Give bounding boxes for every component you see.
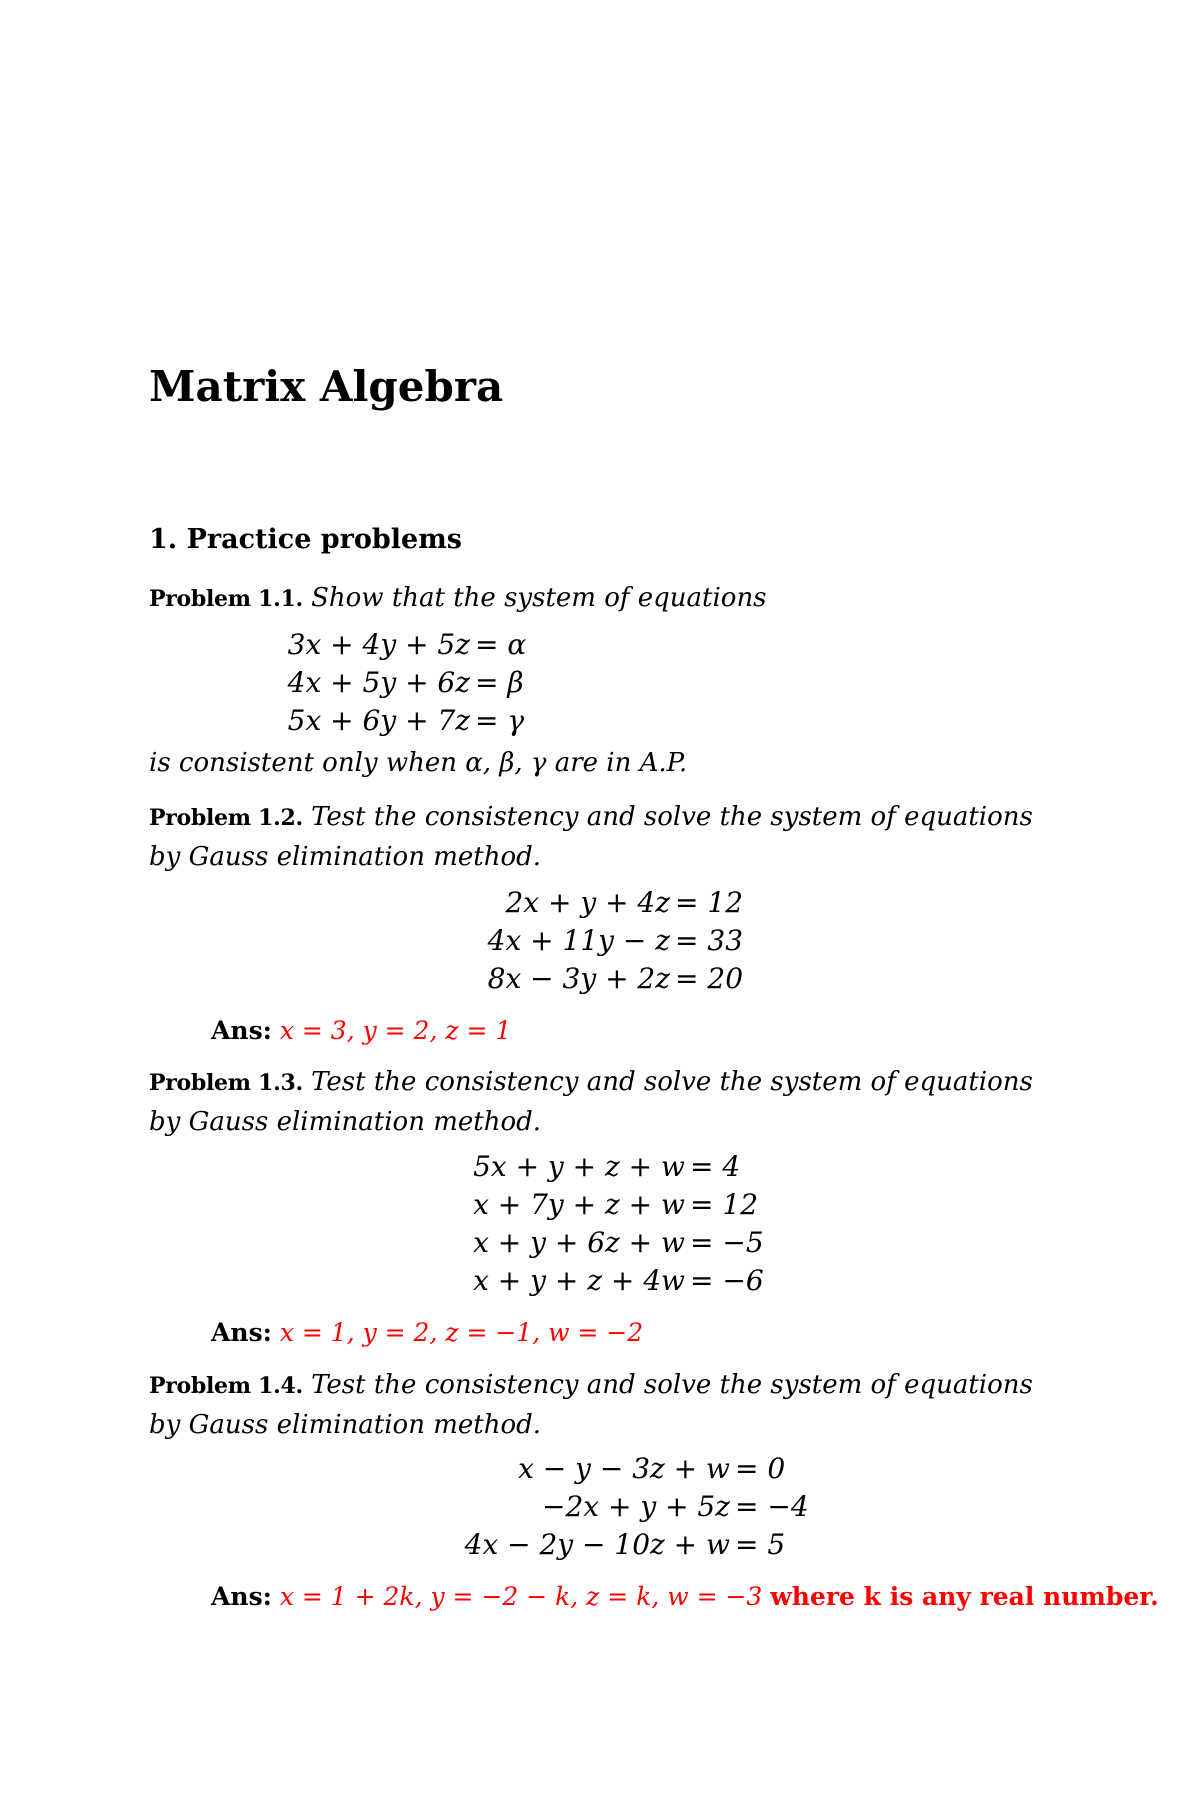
equation-lhs: 4x − 2y − 10z + w	[464, 1528, 730, 1561]
equation-lhs: x − y − 3z + w	[518, 1452, 730, 1485]
problem-1-2-answer	[211, 1016, 511, 1045]
problem-text: Test the consistency and solve the system of equations	[311, 1370, 1033, 1400]
problem-label: Problem 1.4.	[149, 1373, 303, 1399]
problem-1-3-answer	[211, 1318, 643, 1347]
equation-lhs: 4x + 11y − z	[487, 924, 670, 957]
answer-label: Ans:	[211, 1318, 272, 1347]
equation-rhs: = 5	[735, 1528, 786, 1561]
equation-lhs: 2x + y + 4z	[505, 886, 670, 919]
equation-lhs: −2x + y + 5z	[542, 1490, 730, 1523]
equation-rhs: = −6	[690, 1264, 764, 1297]
equation-lhs: 3x + 4y + 5z	[287, 628, 470, 661]
problem-label: Problem 1.1.	[149, 586, 303, 612]
problem-1-1-statement	[149, 583, 767, 613]
equation-rhs: = 4	[690, 1150, 741, 1183]
equation-rhs: = 12	[690, 1188, 759, 1221]
problem-1-4-statement-cont: by Gauss elimination method.	[149, 1410, 542, 1440]
problem-text: Test the consistency and solve the system of equations	[311, 1067, 1033, 1097]
problem-1-2-statement-cont: by Gauss elimination method.	[149, 842, 542, 872]
equation-rhs: = 33	[675, 924, 744, 957]
equation-rhs: = γ	[475, 704, 525, 737]
problem-label: Problem 1.2.	[149, 805, 303, 831]
equation-lhs: x + y + 6z + w	[473, 1226, 685, 1259]
section-heading: 1. Practice problems	[149, 524, 462, 555]
equation-lhs: x + y + z + 4w	[473, 1264, 685, 1297]
problem-1-3-statement	[149, 1067, 1033, 1097]
answer-value: x = 3, y = 2, z = 1	[279, 1016, 512, 1045]
problem-1-1-conclusion: is consistent only when α, β, γ are in A.P.	[149, 748, 688, 778]
equation-rhs: = β	[475, 666, 524, 699]
problem-1-4-statement	[149, 1370, 1033, 1400]
equation-lhs: 4x + 5y + 6z	[287, 666, 470, 699]
equation-lhs: 8x − 3y + 2z	[487, 962, 670, 995]
equation-rhs: = 0	[735, 1452, 786, 1485]
equation-rhs: = −4	[735, 1490, 809, 1523]
answer-value: x = 1 + 2k, y = −2 − k, z = k, w = −3	[279, 1582, 763, 1611]
page-title: Matrix Algebra	[149, 362, 504, 411]
equation-lhs: 5x + 6y + 7z	[287, 704, 470, 737]
equation-rhs: = 12	[675, 886, 744, 919]
answer-value: x = 1, y = 2, z = −1, w = −2	[279, 1318, 644, 1347]
answer-label: Ans:	[211, 1016, 272, 1045]
answer-label: Ans:	[211, 1582, 272, 1611]
problem-label: Problem 1.3.	[149, 1070, 303, 1096]
problem-text: Show that the system of equations	[311, 583, 767, 613]
answer-note: where k is any real number.	[770, 1582, 1159, 1611]
problem-1-3-statement-cont: by Gauss elimination method.	[149, 1107, 542, 1137]
equation-rhs: = α	[475, 628, 527, 661]
problem-1-4-answer	[211, 1582, 1159, 1611]
equation-rhs: = 20	[675, 962, 744, 995]
equation-lhs: 5x + y + z + w	[473, 1150, 685, 1183]
equation-lhs: x + 7y + z + w	[473, 1188, 685, 1221]
problem-1-2-statement	[149, 802, 1033, 832]
problem-text: Test the consistency and solve the system of equations	[311, 802, 1033, 832]
equation-rhs: = −5	[690, 1226, 764, 1259]
